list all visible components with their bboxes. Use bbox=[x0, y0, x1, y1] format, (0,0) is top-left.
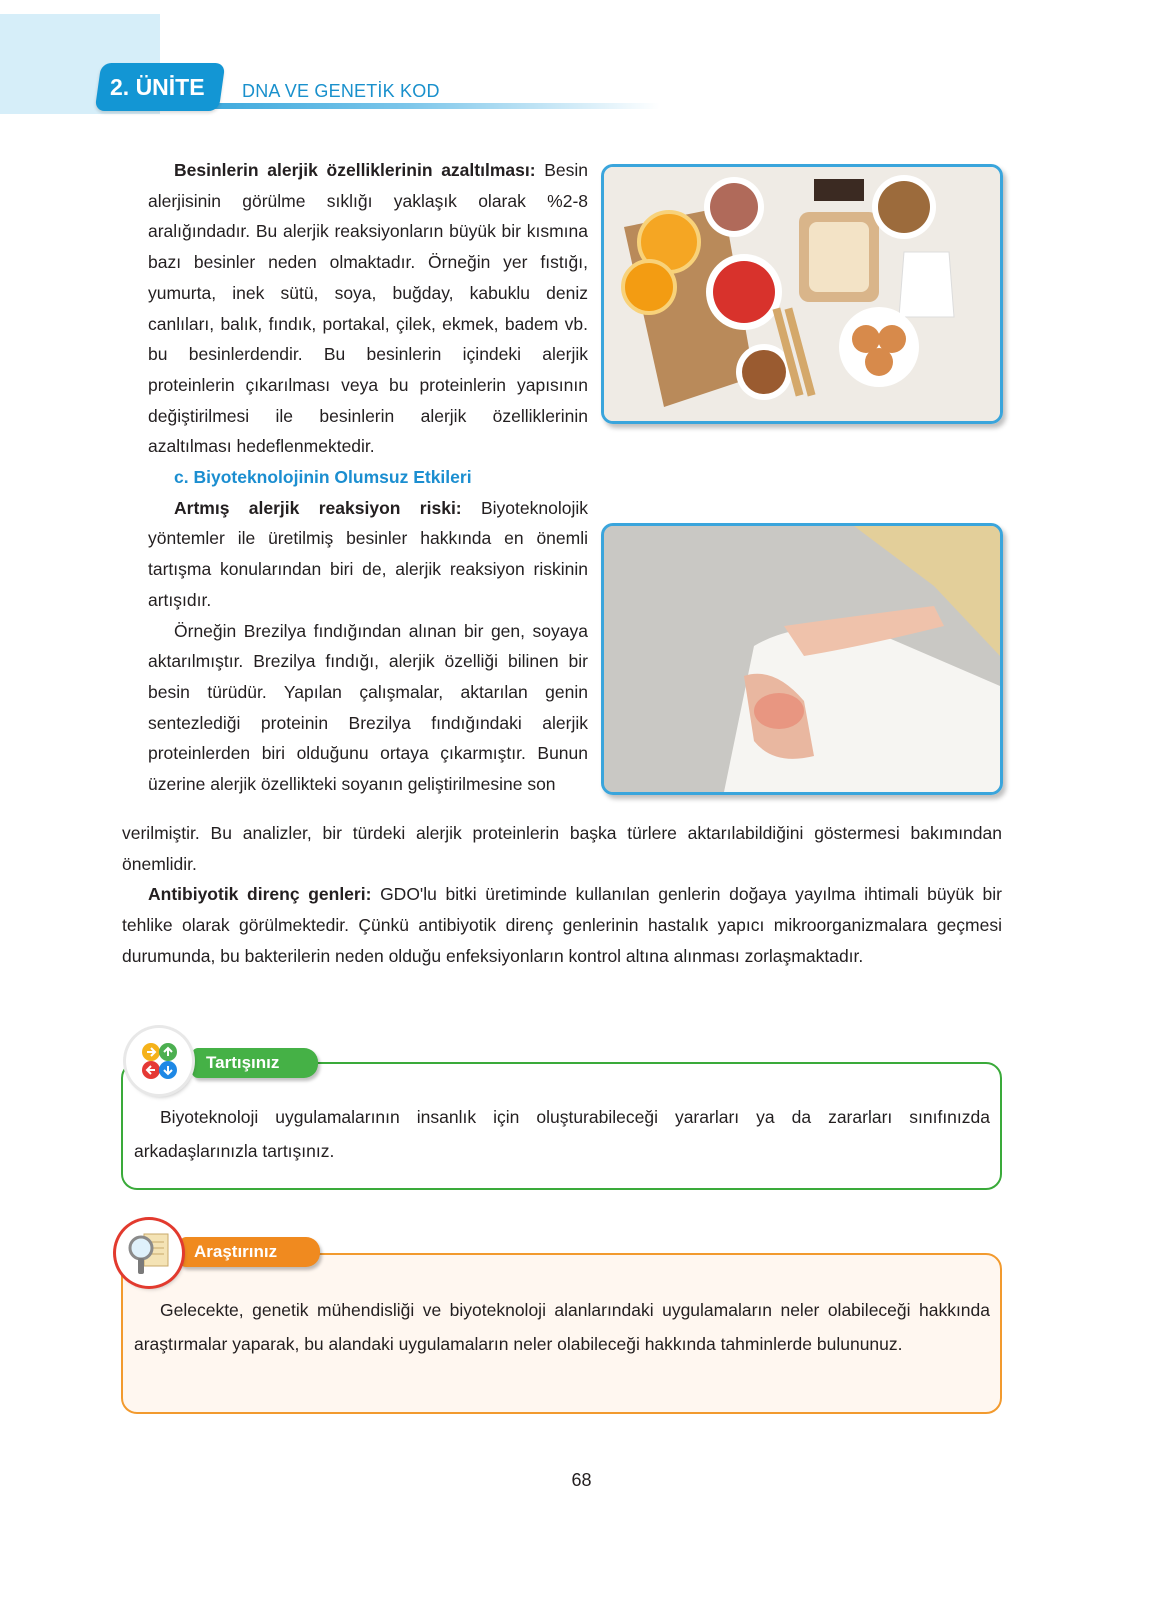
paragraph-brazil-nut-continued: verilmiştir. Bu analizler, bir türdeki alerjik proteinlerin başka türlere aktarılabildiğini göstermesi bakımından önemlidir. bbox=[122, 823, 1002, 874]
paragraph-allergy-reduction bbox=[148, 155, 588, 462]
left-text-column bbox=[148, 155, 588, 800]
allergen-foods-illustration bbox=[604, 167, 1000, 421]
research-text: Gelecekte, genetik mühendisliği ve biyoteknoloji alanlarındaki uygulamaların neler olabileceği hakkında araştırmalar yaparak, bu alandaki uygulamaların neler olabileceği hakkında tahminlerde bulununuz. bbox=[134, 1300, 990, 1354]
discuss-tab: Tartışınız bbox=[192, 1048, 318, 1078]
skin-allergy-photo bbox=[601, 523, 1003, 795]
brazil-nut-text: Örneğin Brezilya fındığından alınan bir gen, soyaya aktarılmıştır. Brezilya fındığı, alerjik özelliği bilinen bir besin türüdür. Yapılan çalışmalar, aktarılan genin sentezlediği proteinin Brezilya fındığındaki alerjik proteinlerden biri olduğunu ortaya çıkarmıştır. Bunun üzerine alerjik özellikteki soyanın geliştirilmesine son bbox=[148, 620, 588, 795]
discuss-text: Biyoteknoloji uygulamalarının insanlık için oluşturabileceği yararları ya da zararları sınıfınızda arkadaşlarınızla tartışınız. bbox=[134, 1107, 990, 1161]
allergen-foods-photo bbox=[601, 164, 1003, 424]
page-number: 68 bbox=[571, 1470, 592, 1490]
allergy-risk-text: Biyoteknolojik yöntemler ile üretilmiş besinler hakkında en önemli tartışma konularından biri de, alerjik reaksiyon riskinin artışıdır. bbox=[148, 497, 588, 610]
arrows-icon bbox=[126, 1028, 192, 1094]
discuss-emblem bbox=[126, 1028, 192, 1094]
unit-label: 2. ÜNİTE bbox=[110, 74, 205, 100]
negative-effects-heading: c. Biyoteknolojinin Olumsuz Etkileri bbox=[174, 467, 472, 488]
paragraph-allergy-risk bbox=[148, 493, 588, 616]
section-heading bbox=[148, 462, 588, 493]
antibiotic-lead: Antibiyotik direnç genleri: bbox=[148, 884, 372, 905]
research-tab: Araştırınız bbox=[180, 1237, 320, 1267]
magnifier-document-icon bbox=[116, 1220, 182, 1286]
scratching-arm-illustration bbox=[604, 526, 1000, 792]
full-width-text bbox=[122, 818, 1002, 972]
antibiotic-text: GDO'lu bitki üretiminde kullanılan genlerin doğaya yayılma ihtimali büyük bir tehlike olarak görülmektedir. Çünkü antibiyotik direnç genlerinin hastalık yapıcı mikroorganizmalara geçmesi durumunda, bu bakterilerin neden olduğu enfeksiyonların kontrol altına alınması zorlaşmaktadır. bbox=[122, 884, 1002, 966]
paragraph-antibiotic bbox=[122, 879, 1002, 971]
allergy-risk-lead: Artmış alerjik reaksiyon riski: bbox=[174, 497, 462, 518]
paragraph-brazil-nut bbox=[148, 616, 588, 800]
unit-title: DNA VE GENETİK KOD bbox=[242, 81, 440, 101]
allergy-reduction-text: Besin alerjisinin görülme sıklığı yaklaşık olarak %2-8 aralığındadır. Bu alerjik reaksiyonların büyük bir kısmına bazı besinler neden olmaktadır. Örneğin yer fıstığı, yumurta, inek sütü, soya, buğday, kabuklu deniz canlıları, balık, fındık, portakal, çilek, ekmek, badem vb. bu besinlerdendir. Bu besinlerin içindeki alerjik proteinlerin çıkarılması veya bu proteinlerin yapısının değiştirilmesi ile besinlerin alerjik özelliklerinin azaltılması hedeflenmektedir. bbox=[148, 160, 588, 457]
allergy-reduction-lead: Besinlerin alerjik özelliklerinin azaltılması: bbox=[174, 160, 536, 180]
research-emblem bbox=[116, 1220, 182, 1286]
